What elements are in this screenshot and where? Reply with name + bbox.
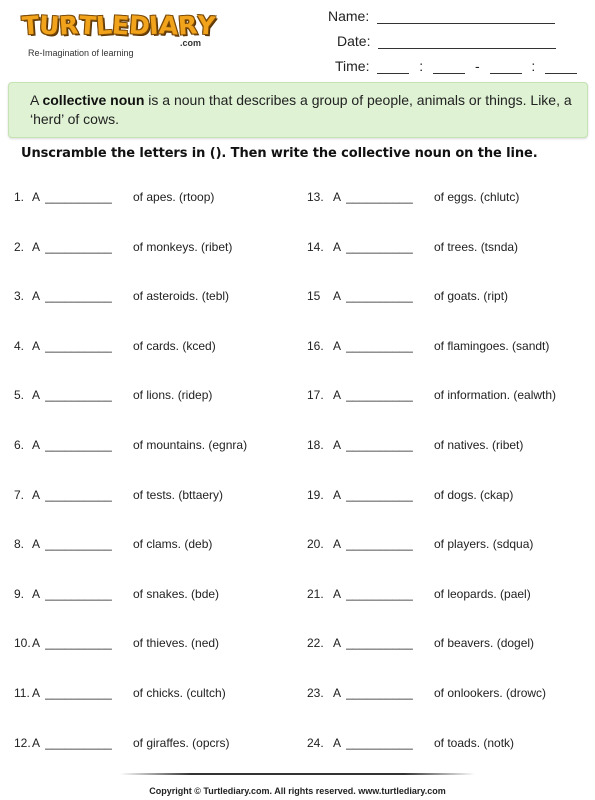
question-article: A xyxy=(333,338,342,353)
question-article: A xyxy=(32,289,41,304)
question-item xyxy=(14,190,214,204)
definition-term: collective noun xyxy=(42,92,145,108)
question-text: of lions. (ridep) xyxy=(133,388,213,403)
question-article: A xyxy=(333,686,342,700)
logo-letter: T xyxy=(20,10,41,41)
time-separator: : xyxy=(419,58,424,74)
question-article: A xyxy=(333,735,342,750)
question-article: A xyxy=(333,190,342,204)
question-number: 18. xyxy=(307,438,324,452)
time-label: Time: xyxy=(335,58,370,74)
question-number: 22. xyxy=(307,636,324,651)
question-number: 15 xyxy=(307,289,321,304)
question-text: of thieves. (ned) xyxy=(133,636,220,651)
question-number: 11. xyxy=(14,686,30,700)
question-number: 16. xyxy=(307,338,324,353)
question-article: A xyxy=(32,338,41,353)
instructions: Unscramble the letters in (). Then write the collective noun on the line. xyxy=(21,146,538,161)
question-article: A xyxy=(32,686,41,700)
question-item xyxy=(14,587,219,601)
question-text: of apes. (rtoop) xyxy=(133,190,215,204)
name-row xyxy=(328,8,555,24)
answer-blank[interactable]: __________ xyxy=(346,686,413,700)
question-text: of natives. (ribet) xyxy=(434,438,524,452)
copyright-footer: Copyright © Turtlediary.com. All rights reserved. www.turtlediary.com xyxy=(149,786,446,796)
answer-blank[interactable]: __________ xyxy=(45,438,112,452)
question-number: 20. xyxy=(307,537,324,552)
question-number: 24. xyxy=(307,735,324,750)
question-text: of trees. (tsnda) xyxy=(434,239,519,254)
question-article: A xyxy=(333,537,342,552)
question-number: 12. xyxy=(14,735,31,750)
question-text: of onlookers. (drowc) xyxy=(434,686,547,700)
question-text: of goats. (ript) xyxy=(434,289,509,304)
definition-prefix: A xyxy=(30,92,43,108)
footer-divider xyxy=(120,773,475,775)
answer-blank[interactable]: __________ xyxy=(346,289,413,304)
question-item xyxy=(307,289,508,303)
question-number: 1. xyxy=(14,190,25,204)
question-text: of chicks. (cultch) xyxy=(133,686,226,700)
question-item xyxy=(14,240,232,254)
answer-blank[interactable]: __________ xyxy=(346,735,413,750)
answer-blank[interactable]: __________ xyxy=(45,586,112,601)
question-item xyxy=(14,388,212,402)
time-separator: - xyxy=(474,58,480,74)
date-label: Date: xyxy=(337,33,371,49)
question-number: 21. xyxy=(307,586,324,601)
logo-letter: U xyxy=(38,10,61,41)
answer-blank[interactable]: __________ xyxy=(346,586,413,601)
answer-blank[interactable]: __________ xyxy=(45,190,112,204)
time-separator: : xyxy=(531,58,536,74)
question-text: of mountains. (egnra) xyxy=(133,438,248,452)
question-article: A xyxy=(333,487,342,502)
definition-text xyxy=(30,91,575,129)
question-item xyxy=(307,339,549,353)
answer-blank[interactable]: __________ xyxy=(45,239,112,254)
question-number: 10. xyxy=(14,636,31,651)
question-text: of players. (sdqua) xyxy=(434,537,534,552)
question-article: A xyxy=(32,487,41,502)
question-article: A xyxy=(333,438,342,452)
time-row xyxy=(335,58,577,74)
question-item xyxy=(307,587,531,601)
question-number: 17. xyxy=(307,388,324,403)
question-article: A xyxy=(333,289,342,304)
answer-blank[interactable]: __________ xyxy=(45,735,112,750)
question-text: of dogs. (ckap) xyxy=(434,487,514,502)
logo-letter: T xyxy=(77,10,97,41)
question-text: of flamingoes. (sandt) xyxy=(434,338,550,353)
question-article: A xyxy=(32,537,41,552)
answer-blank[interactable]: __________ xyxy=(45,338,112,353)
question-item xyxy=(14,736,229,750)
question-item xyxy=(307,636,534,650)
question-number: 3. xyxy=(14,289,25,304)
question-article: A xyxy=(32,239,41,254)
question-text: of asteroids. (tebl) xyxy=(133,289,230,304)
question-article: A xyxy=(32,586,41,601)
answer-blank[interactable]: __________ xyxy=(45,388,112,403)
question-article: A xyxy=(32,388,41,403)
question-item xyxy=(307,736,514,750)
answer-blank[interactable]: __________ xyxy=(45,289,112,304)
answer-blank[interactable]: __________ xyxy=(346,636,413,651)
name-label: Name: xyxy=(328,8,370,24)
time-end-hour-line[interactable] xyxy=(490,59,522,74)
question-text: of toads. (notk) xyxy=(434,735,515,750)
question-number: 7. xyxy=(14,487,25,502)
question-number: 23. xyxy=(307,686,324,700)
logo-suffix: .com xyxy=(180,38,202,48)
question-text: of snakes. (bde) xyxy=(133,586,220,601)
question-item xyxy=(14,339,216,353)
logo-letter: A xyxy=(157,10,180,41)
answer-blank[interactable]: __________ xyxy=(45,537,112,552)
turtle-diary-logo xyxy=(20,10,217,61)
logo-letter: R xyxy=(58,10,80,41)
question-text: of giraffes. (opcrs) xyxy=(133,735,230,750)
question-number: 4. xyxy=(14,338,25,353)
question-item xyxy=(307,438,523,452)
logo-wordmark xyxy=(20,10,217,41)
question-article: A xyxy=(333,636,342,651)
logo-letter: E xyxy=(110,10,130,41)
question-item xyxy=(14,636,219,650)
question-text: of beavers. (dogel) xyxy=(434,636,535,651)
question-text: of monkeys. (ribet) xyxy=(133,239,233,254)
answer-blank[interactable]: __________ xyxy=(346,388,413,403)
logo-letter: L xyxy=(94,10,113,41)
answer-blank[interactable]: __________ xyxy=(45,487,112,502)
question-article: A xyxy=(333,239,342,254)
question-text: of information. (ealwth) xyxy=(434,388,557,403)
question-article: A xyxy=(333,586,342,601)
answer-blank[interactable]: __________ xyxy=(45,636,112,651)
logo-letter: Y xyxy=(196,10,217,41)
date-line[interactable] xyxy=(378,34,556,49)
question-number: 2. xyxy=(14,239,25,254)
question-article: A xyxy=(333,388,342,403)
question-item xyxy=(14,686,226,700)
answer-blank[interactable]: __________ xyxy=(346,537,413,552)
time-hour-line[interactable] xyxy=(377,59,409,74)
question-article: A xyxy=(32,735,41,750)
logo-letter: I xyxy=(148,10,160,41)
question-item xyxy=(14,488,223,502)
question-number: 14. xyxy=(307,239,324,254)
logo-tagline: Re-Imagination of learning xyxy=(28,48,134,58)
question-text: of tests. (bttaery) xyxy=(133,487,224,502)
question-item xyxy=(14,438,247,452)
question-number: 9. xyxy=(14,586,25,601)
question-text: of leopards. (pael) xyxy=(434,586,531,601)
question-text: of eggs. (chlutc) xyxy=(434,190,520,204)
question-number: 6. xyxy=(14,438,25,452)
question-item xyxy=(307,388,556,402)
question-number: 19. xyxy=(307,487,324,502)
answer-blank[interactable]: __________ xyxy=(346,239,413,254)
time-end-minute-line[interactable] xyxy=(545,59,577,74)
question-article: A xyxy=(32,438,41,452)
answer-blank[interactable]: __________ xyxy=(346,338,413,353)
date-row xyxy=(337,33,556,49)
name-line[interactable] xyxy=(377,9,555,24)
question-text: of clams. (deb) xyxy=(133,537,213,552)
answer-blank[interactable]: __________ xyxy=(346,438,413,452)
question-text: of cards. (kced) xyxy=(133,338,216,353)
question-item xyxy=(307,686,546,700)
question-item xyxy=(14,537,212,551)
question-article: A xyxy=(32,190,41,204)
answer-blank[interactable]: __________ xyxy=(45,686,112,700)
question-item xyxy=(307,488,513,502)
answer-blank[interactable]: __________ xyxy=(346,487,413,502)
question-item xyxy=(307,190,519,204)
question-number: 8. xyxy=(14,537,25,552)
question-number: 13. xyxy=(307,190,324,204)
question-number: 5. xyxy=(14,388,25,403)
question-item xyxy=(14,289,229,303)
definition-rest: is a noun that describes a group of people, animals or things. Like, a ‘herd’ of cows. xyxy=(30,92,572,127)
time-minute-line[interactable] xyxy=(433,59,465,74)
question-article: A xyxy=(32,636,41,651)
answer-blank[interactable]: __________ xyxy=(346,190,413,204)
question-item xyxy=(307,537,533,551)
logo-letter: D xyxy=(127,10,151,41)
logo-letter: R xyxy=(177,10,199,41)
question-item xyxy=(307,240,518,254)
